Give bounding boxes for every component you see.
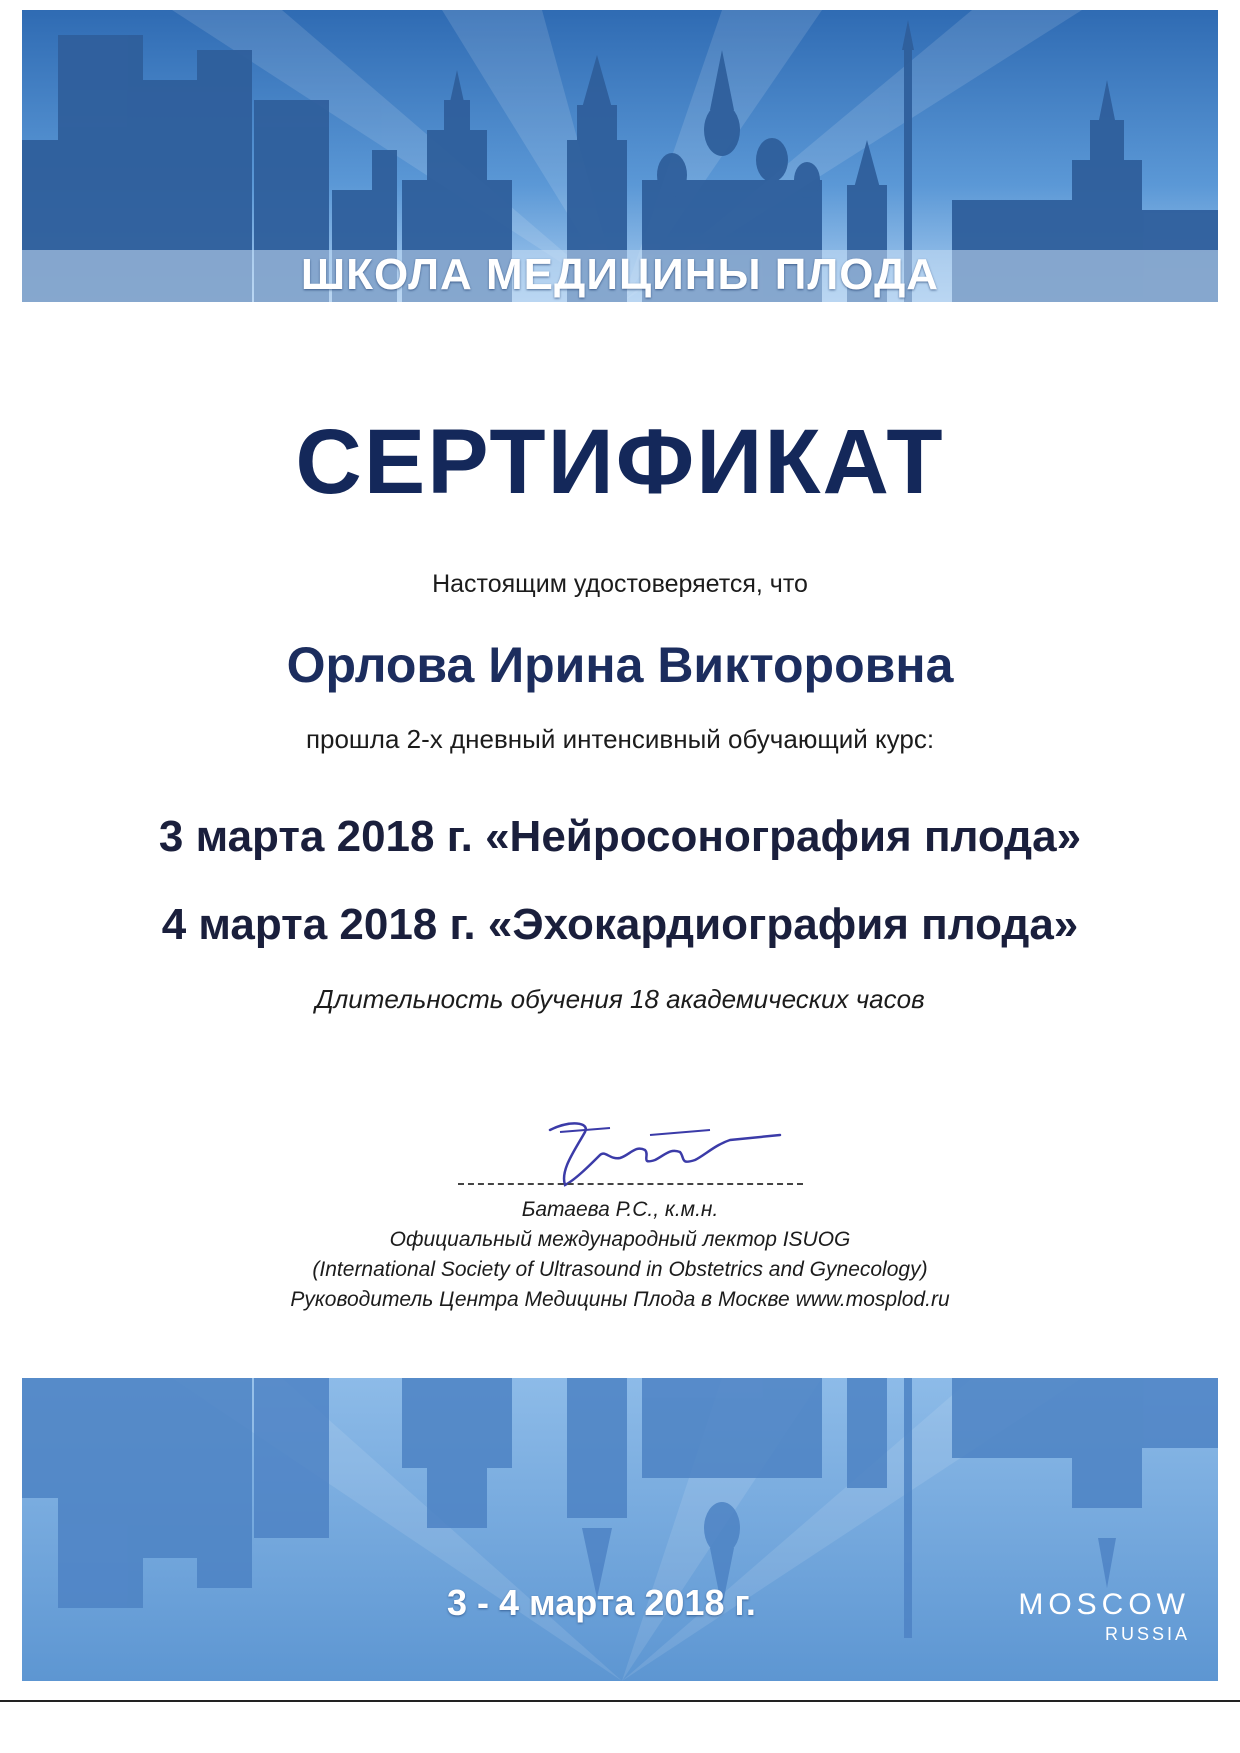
course-day-1: 3 марта 2018 г. «Нейросонография плода» (158, 812, 1082, 861)
city-label: MOSCOW (1018, 1588, 1190, 1621)
event-dates: 3 - 4 марта 2018 г. (447, 1582, 756, 1623)
certification-intro: Настоящим удостоверяется, что (432, 570, 808, 598)
signatory-organization: (International Society of Ultrasound in Obstetrics and Gynecology) (312, 1258, 928, 1281)
footer-banner (22, 1378, 1218, 1681)
signatory-name: Батаева Р.С., к.м.н. (521, 1198, 719, 1221)
signatory-role: Официальный международный лектор ISUOG (389, 1228, 851, 1251)
course-intro: прошла 2-х дневный интенсивный обучающий курс: (305, 724, 935, 754)
signatory-position: Руководитель Центра Медицины Плода в Москве www.mosplod.ru (290, 1288, 950, 1311)
page-bottom-rule (0, 1700, 1240, 1702)
country-label: RUSSIA (1104, 1624, 1190, 1644)
handwritten-signature (530, 1110, 790, 1200)
course-duration: Длительность обучения 18 академических часов (315, 984, 925, 1014)
school-name: ШКОЛА МЕДИЦИНЫ ПЛОДА (300, 250, 940, 299)
certificate-title: СЕРТИФИКАТ (295, 411, 945, 513)
signature-line (458, 1183, 803, 1185)
recipient-name: Орлова Ирина Викторовна (286, 637, 954, 693)
course-day-2: 4 марта 2018 г. «Эхокардиография плода» (161, 900, 1079, 949)
header-banner (22, 10, 1218, 302)
reflected-skyline-illustration (22, 1378, 1218, 1681)
